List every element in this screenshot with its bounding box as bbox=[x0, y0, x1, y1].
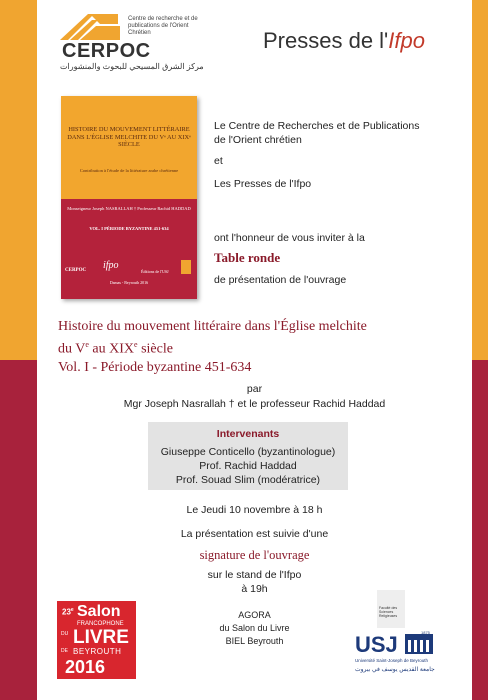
invitation-line2: de l'Orient chrétien bbox=[214, 134, 302, 146]
authors-line: Mgr Joseph Nasrallah † et le professeur Rachid Haddad bbox=[123, 398, 386, 410]
usj-full-name: Université Saint-Joseph de Beyrouth bbox=[355, 658, 429, 663]
book-cover-logos bbox=[65, 256, 193, 278]
usj-name: USJ bbox=[355, 632, 398, 657]
usj-building-icon bbox=[405, 634, 433, 654]
venue-line1: AGORA bbox=[238, 610, 271, 620]
salon-du: DU bbox=[61, 631, 69, 637]
book-cover-title: HISTOIRE DU MOUVEMENT LITTÉRAIRE DANS L'ÉGLISE MELCHITE DU Vᵉ AU XIXᵉ SIÈCLE bbox=[67, 126, 191, 148]
usj-arabic: جامعة القديس يوسف في بيروت bbox=[355, 667, 435, 673]
work-title-line3: Vol. I - Période byzantine 451-634 bbox=[58, 359, 252, 375]
invitation-line3: Les Presses de l'Ifpo bbox=[214, 178, 312, 190]
salon-francophone: FRANCOPHONE bbox=[77, 621, 124, 627]
salon-livre: LIVRE bbox=[73, 627, 129, 648]
book-cover-ifpo-logo: ifpo bbox=[103, 260, 119, 271]
cerpoc-mark-icon bbox=[58, 12, 122, 42]
work-title-line2: du Ve au XIXe siècle bbox=[58, 340, 173, 357]
work-title bbox=[58, 318, 458, 377]
presses-accent: Ifpo bbox=[388, 28, 425, 53]
salon-beyrouth: BEYROUTH bbox=[73, 647, 122, 656]
work-title-line1: Histoire du mouvement littéraire dans l'Église melchite bbox=[58, 319, 367, 334]
speakers-box bbox=[148, 422, 348, 490]
salon-word: Salon bbox=[77, 603, 121, 620]
book-cover-volume: VOL. I PÉRIODE BYZANTINE 451-634 bbox=[89, 226, 169, 231]
speaker-item: Prof. Souad Slim (modératrice) bbox=[175, 474, 321, 486]
invitation-presentation: de présentation de l'ouvrage bbox=[214, 274, 347, 286]
cerpoc-arabic: مركز الشرق المسيحي للبحوث والمنشورات bbox=[60, 62, 204, 71]
followed-text: La présentation est suivie d'une bbox=[180, 528, 329, 540]
stand-text: sur le stand de l'Ifpo bbox=[207, 569, 302, 581]
salon-year: 2016 bbox=[65, 657, 106, 677]
time-text: à 19h bbox=[241, 583, 268, 595]
usj-year: 1875 bbox=[421, 630, 430, 635]
usj-faculty: Faculté des Sciences Religieuses bbox=[379, 606, 398, 618]
venue-line2: du Salon du Livre bbox=[219, 623, 290, 633]
signature-title: signature de l'ouvrage bbox=[199, 548, 310, 562]
speaker-item: Prof. Rachid Haddad bbox=[199, 460, 297, 472]
book-cover-usj-logo: Éditions de l'USJ bbox=[141, 269, 169, 274]
presses-ifpo-logo bbox=[263, 28, 425, 54]
book-cover-cerpoc-logo: CERPOC bbox=[65, 268, 87, 273]
cerpoc-subtitle: Centre de recherche et de publications de l'Orient Chrétien bbox=[128, 16, 198, 36]
salon-de: DE bbox=[61, 648, 68, 654]
presses-prefix: Presses de l' bbox=[263, 28, 389, 53]
speaker-item: Giuseppe Conticello (byzantinologue) bbox=[160, 446, 336, 458]
salon-number: 23 bbox=[62, 607, 71, 617]
event-date: Le Jeudi 10 novembre à 18 h bbox=[186, 504, 323, 516]
speakers-heading: Intervenants bbox=[216, 428, 280, 440]
event-title: Table ronde bbox=[214, 250, 281, 265]
cerpoc-name: CERPOC bbox=[62, 40, 151, 62]
par-label: par bbox=[246, 383, 263, 395]
invitation-line1: Le Centre de Recherches et de Publications bbox=[214, 120, 420, 132]
usj-faculty-card bbox=[377, 590, 405, 628]
book-cover bbox=[61, 96, 197, 299]
left-decorative-bar bbox=[0, 0, 37, 700]
usj-logo bbox=[355, 590, 455, 680]
book-cover-subtitle: Contribution à l'étude de la littérature arabe chrétienne bbox=[79, 168, 179, 173]
cerpoc-logo bbox=[58, 10, 208, 70]
invitation-et: et bbox=[214, 155, 223, 167]
venue-line3: BIEL Beyrouth bbox=[225, 636, 284, 646]
book-cover-place: Damas - Beyrouth 2016 bbox=[109, 280, 149, 285]
book-cover-square-icon bbox=[181, 260, 191, 274]
salon-du-livre-logo: 23e Salon FRANCOPHONE DU LIVRE DE BEYROUTH 2016 bbox=[57, 601, 136, 679]
book-cover-authors: Monseigneur Joseph NASRALLAH † Professeur Rachid HADDAD bbox=[67, 206, 191, 211]
invitation-honor: ont l'honneur de vous inviter à la bbox=[214, 232, 365, 244]
right-decorative-bar bbox=[472, 0, 488, 700]
